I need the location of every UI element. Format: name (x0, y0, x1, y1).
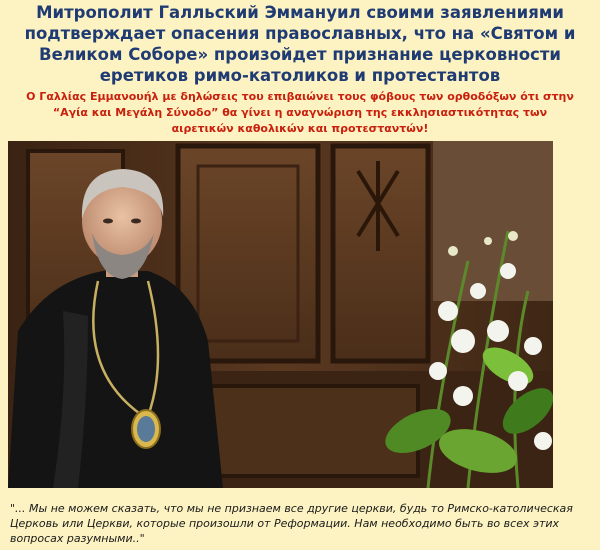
article-headline: Митрополит Галльский Эммануил своими заявлениями подтверждает опасения православных, что на «Святом и Великом Соборе» произойдет признание церковности еретиков римо-католиков и протестантов (24, 3, 576, 85)
quote-caption: "... Мы не можем сказать, что мы не признаем все другие церкви, будь то Римско-католическая Церковь или Церкви, которые произошли от Реформации. Нам необходимо быть во всех этих вопросах разумными.." (10, 502, 573, 545)
article-subheadline-greek: Ο Γαλλίας Εμμανουήλ με δηλώσεις του επιβαιώνει τους φόβους των ορθοδόξων ότι στην “Αγία και Μεγάλη Σύνοδο” θα γίνει η αναγνώριση της εκκλησιαστικότητας των αιρετικών καθολικών και προτεσταντών! (26, 90, 574, 135)
article-photo (8, 141, 553, 488)
wood-panel (333, 146, 428, 361)
photo-illustration (8, 141, 553, 488)
wood-panel (433, 141, 553, 301)
